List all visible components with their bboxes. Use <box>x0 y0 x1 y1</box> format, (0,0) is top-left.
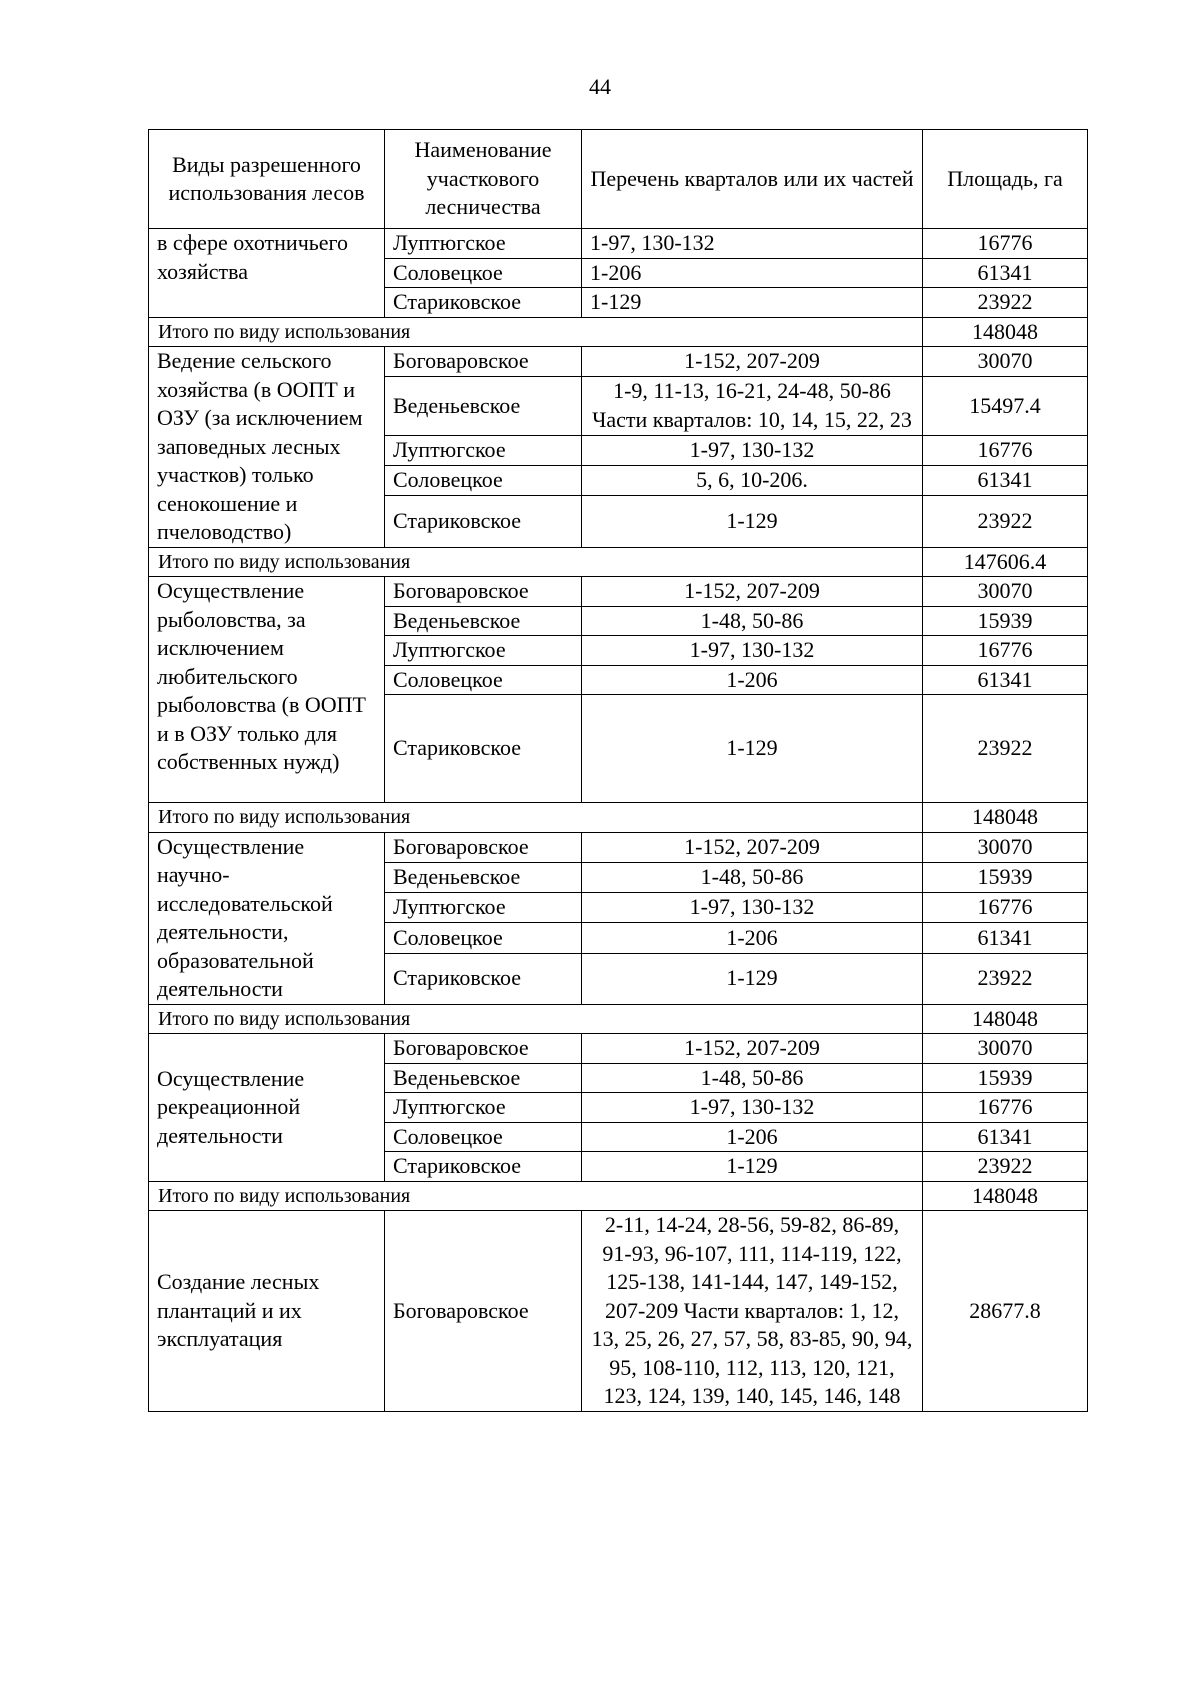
total-value: 147606.4 <box>923 547 1088 577</box>
total-label: Итого по виду использования <box>149 1004 923 1034</box>
quarters-cell: 1-48, 50-86 <box>582 862 923 892</box>
area-cell: 15939 <box>923 862 1088 892</box>
quarters-cell: 5, 6, 10-206. <box>582 465 923 495</box>
area-cell: 16776 <box>923 1093 1088 1123</box>
area-cell: 30070 <box>923 577 1088 607</box>
forestry-cell: Веденьевское <box>385 862 582 892</box>
use-type-cell: Ведение сельского хозяйства (в ООПТ и ОЗУ (за исключением заповедных лесных участков) только сенокошение и пчеловодство) <box>149 347 385 548</box>
header-area: Площадь, га <box>923 130 1088 229</box>
table-row <box>149 347 1088 377</box>
area-cell: 30070 <box>923 347 1088 377</box>
quarters-cell: 1-97, 130-132 <box>582 229 923 259</box>
forestry-cell: Соловецкое <box>385 665 582 695</box>
quarters-cell: 1-152, 207-209 <box>582 832 923 862</box>
table-header-row <box>149 130 1088 229</box>
quarters-cell: 1-48, 50-86 <box>582 606 923 636</box>
forest-use-table <box>148 129 1088 1412</box>
quarters-cell: 1-129 <box>582 695 923 803</box>
forestry-cell: Боговаровское <box>385 1211 582 1412</box>
quarters-cell: 1-206 <box>582 1122 923 1152</box>
area-cell: 16776 <box>923 636 1088 666</box>
forestry-cell: Стариковское <box>385 288 582 318</box>
quarters-cell: 1-152, 207-209 <box>582 347 923 377</box>
quarters-cell: 1-129 <box>582 1152 923 1182</box>
total-value: 148048 <box>923 1181 1088 1211</box>
table-row <box>149 1034 1088 1064</box>
forestry-cell: Стариковское <box>385 1152 582 1182</box>
forestry-cell: Луптюгское <box>385 636 582 666</box>
area-cell: 16776 <box>923 893 1088 923</box>
forestry-cell: Веденьевское <box>385 376 582 435</box>
area-cell: 15939 <box>923 1063 1088 1093</box>
table-row <box>149 1211 1088 1412</box>
area-cell: 15497.4 <box>923 376 1088 435</box>
quarters-cell: 1-97, 130-132 <box>582 1093 923 1123</box>
area-cell: 30070 <box>923 832 1088 862</box>
forestry-cell: Луптюгское <box>385 1093 582 1123</box>
table-row <box>149 577 1088 607</box>
area-cell: 61341 <box>923 1122 1088 1152</box>
area-cell: 23922 <box>923 288 1088 318</box>
use-type-cell: Создание лесных плантаций и их эксплуатация <box>149 1211 385 1412</box>
area-cell: 23922 <box>923 1152 1088 1182</box>
forestry-cell: Веденьевское <box>385 606 582 636</box>
quarters-cell: 1-9, 11-13, 16-21, 24-48, 50-86 Части кварталов: 10, 14, 15, 22, 23 <box>582 376 923 435</box>
quarters-cell: 1-97, 130-132 <box>582 435 923 465</box>
forestry-cell: Луптюгское <box>385 229 582 259</box>
area-cell: 61341 <box>923 665 1088 695</box>
area-cell: 23922 <box>923 695 1088 803</box>
forestry-cell: Веденьевское <box>385 1063 582 1093</box>
table-row <box>149 229 1088 259</box>
total-value: 148048 <box>923 1004 1088 1034</box>
total-label: Итого по виду использования <box>149 547 923 577</box>
forestry-cell: Стариковское <box>385 695 582 803</box>
quarters-cell: 1-206 <box>582 665 923 695</box>
forestry-cell: Луптюгское <box>385 435 582 465</box>
total-value: 148048 <box>923 317 1088 347</box>
area-cell: 23922 <box>923 495 1088 547</box>
quarters-cell: 1-129 <box>582 953 923 1004</box>
area-cell: 16776 <box>923 229 1088 259</box>
forestry-cell: Боговаровское <box>385 347 582 377</box>
forestry-cell: Соловецкое <box>385 258 582 288</box>
total-row <box>149 1181 1088 1211</box>
quarters-cell: 1-48, 50-86 <box>582 1063 923 1093</box>
use-type-cell: Осуществление научно-исследовательской деятельности, образовательной деятельности <box>149 832 385 1004</box>
quarters-cell: 1-97, 130-132 <box>582 636 923 666</box>
forestry-cell: Стариковское <box>385 495 582 547</box>
area-cell: 61341 <box>923 465 1088 495</box>
forestry-cell: Боговаровское <box>385 1034 582 1064</box>
forestry-cell: Соловецкое <box>385 1122 582 1152</box>
total-label: Итого по виду использования <box>149 317 923 347</box>
header-forestry: Наименование участкового лесничества <box>385 130 582 229</box>
use-type-cell: в сфере охотничьего хозяйства <box>149 229 385 318</box>
quarters-cell: 1-129 <box>582 495 923 547</box>
total-label: Итого по виду использования <box>149 1181 923 1211</box>
area-cell: 15939 <box>923 606 1088 636</box>
quarters-cell: 2-11, 14-24, 28-56, 59-82, 86-89, 91-93, 96-107, 111, 114-119, 122, 125-138, 141-144, 147, 149-152, 207-209 Части кварталов: 1, 12, 13, 25, 26, 27, 57, 58, 83-85, 90, 94, 95, 108-110, 112, 113, 120, 121, 123, 124, 139, 140, 145, 146, 148 <box>582 1211 923 1412</box>
table-row <box>149 832 1088 862</box>
forestry-cell: Соловецкое <box>385 923 582 953</box>
quarters-cell: 1-97, 130-132 <box>582 893 923 923</box>
quarters-cell: 1-152, 207-209 <box>582 577 923 607</box>
header-quarters: Перечень кварталов или их частей <box>582 130 923 229</box>
forestry-cell: Стариковское <box>385 953 582 1004</box>
quarters-cell: 1-206 <box>582 258 923 288</box>
page-number: 44 <box>589 74 611 99</box>
total-row <box>149 1004 1088 1034</box>
area-cell: 61341 <box>923 923 1088 953</box>
area-cell: 16776 <box>923 435 1088 465</box>
area-cell: 30070 <box>923 1034 1088 1064</box>
area-cell: 61341 <box>923 258 1088 288</box>
total-value: 148048 <box>923 803 1088 833</box>
forestry-cell: Боговаровское <box>385 577 582 607</box>
use-type-cell: Осуществление рыболовства, за исключением любительского рыболовства (в ООПТ и в ОЗУ только для собственных нужд) <box>149 577 385 803</box>
use-type-cell: Осуществление рекреационной деятельности <box>149 1034 385 1182</box>
forestry-cell: Боговаровское <box>385 832 582 862</box>
area-cell: 28677.8 <box>923 1211 1088 1412</box>
total-label: Итого по виду использования <box>149 803 923 833</box>
forestry-cell: Луптюгское <box>385 893 582 923</box>
quarters-cell: 1-206 <box>582 923 923 953</box>
quarters-cell: 1-129 <box>582 288 923 318</box>
total-row <box>149 803 1088 833</box>
forestry-cell: Соловецкое <box>385 465 582 495</box>
header-use-type: Виды разрешенного использования лесов <box>149 130 385 229</box>
area-cell: 23922 <box>923 953 1088 1004</box>
total-row <box>149 547 1088 577</box>
total-row <box>149 317 1088 347</box>
quarters-cell: 1-152, 207-209 <box>582 1034 923 1064</box>
